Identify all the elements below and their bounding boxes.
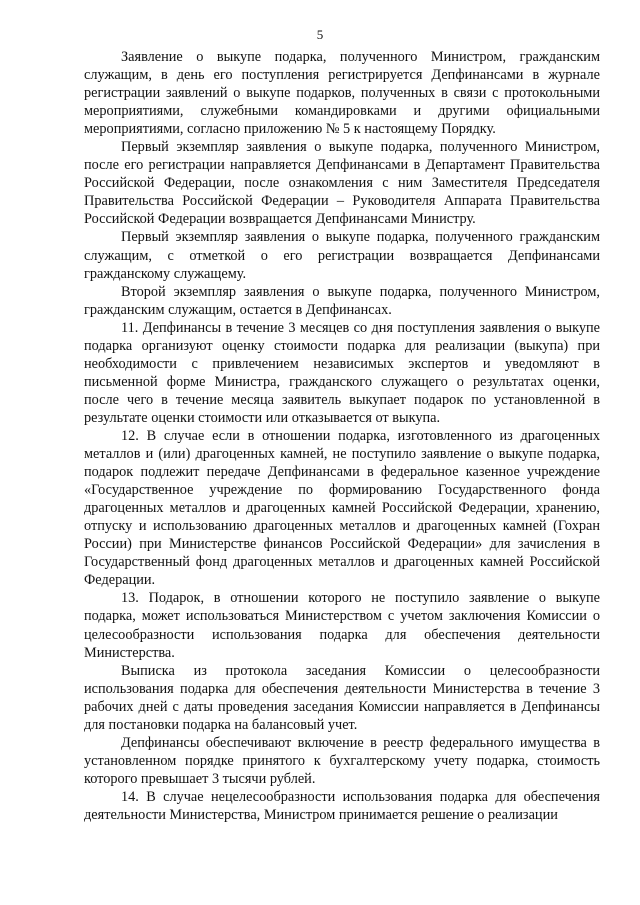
page-number: 5 (316, 27, 324, 42)
paragraph-statement-registration: Заявление о выкупе подарка, полученного Министром, гражданским служащим, в день его поступления регистрируется Депфинансами в журнале регистрации заявлений о выкупе подарков, полученных в связи с протокольными мероприятиями, служебными командировками и другими официальными мероприятиями, согласно приложению № 5 к настоящему Порядку. (84, 49, 600, 138)
paragraph-item-11: 11. Депфинансы в течение 3 месяцев со дня поступления заявления о выкупе подарка организуют оценку стоимости подарка для реализации (выкупа) при необходимости с привлечением независимых экспертов и уведомляют в письменной форме Министра, гражданского служащего о результатах оценки, после чего в течение месяца заявитель выкупает подарок по установленной в результате оценки стоимости или отказывается от выкупа. (84, 319, 600, 426)
paragraph-item-13: 13. Подарок, в отношении которого не поступило заявление о выкупе подарка, может использоваться Министерством с учетом заключения Комиссии о целесообразности использования подарка для обеспечения деятельности Министерства. (84, 590, 600, 661)
document-body (84, 48, 600, 824)
paragraph-item-12: 12. В случае если в отношении подарка, изготовленного из драгоценных металлов и (или) драгоценных камней, не поступило заявление о выкупе подарка, подарок подлежит передаче Депфинансами в федеральное казенное учреждение «Государственное учреждение по формированию Государственного фонда драгоценных металлов и драгоценных камней Российской Федерации, хранению, отпуску и использованию драгоценных металлов и драгоценных камней (Гохран России) при Министерстве финансов Российской Федерации» для зачисления в Государственный фонд драгоценных металлов и драгоценных камней Российской Федерации. (84, 427, 600, 589)
paragraph-federal-registry: Депфинансы обеспечивают включение в реестр федерального имущества в установленном порядке принятого к бухгалтерскому учету подарка, стоимость которого превышает 3 тысячи рублей. (84, 734, 600, 787)
paragraph-minister-copy: Первый экземпляр заявления о выкупе подарка, полученного Министром, после его регистрации направляется Депфинансами в Департамент Правительства Российской Федерации, после ознакомления с ним Заместителя Председателя Правительства Российской Федерации – Руководителя Аппарата Правительства Российской Федерации возвращается Депфинансами Министру. (84, 139, 600, 228)
paragraph-protocol-extract: Выписка из протокола заседания Комиссии о целесообразности использования подарка для обеспечения деятельности Министерства в течение 3 рабочих дней с даты проведения заседания Комиссии направляется в Депфинансы для постановки подарка на балансовый учет. (84, 662, 600, 733)
paragraph-civil-servant-copy: Первый экземпляр заявления о выкупе подарка, полученного гражданским служащим, с отметкой о его регистрации возвращается Депфинансами гражданскому служащему. (84, 229, 600, 282)
paragraph-item-14: 14. В случае нецелесообразности использования подарка для обеспечения деятельности Министерства, Министром принимается решение о реализации (84, 788, 600, 823)
paragraph-second-copy: Второй экземпляр заявления о выкупе подарка, полученного Министром, гражданским служащим, остается в Депфинансах. (84, 283, 600, 318)
